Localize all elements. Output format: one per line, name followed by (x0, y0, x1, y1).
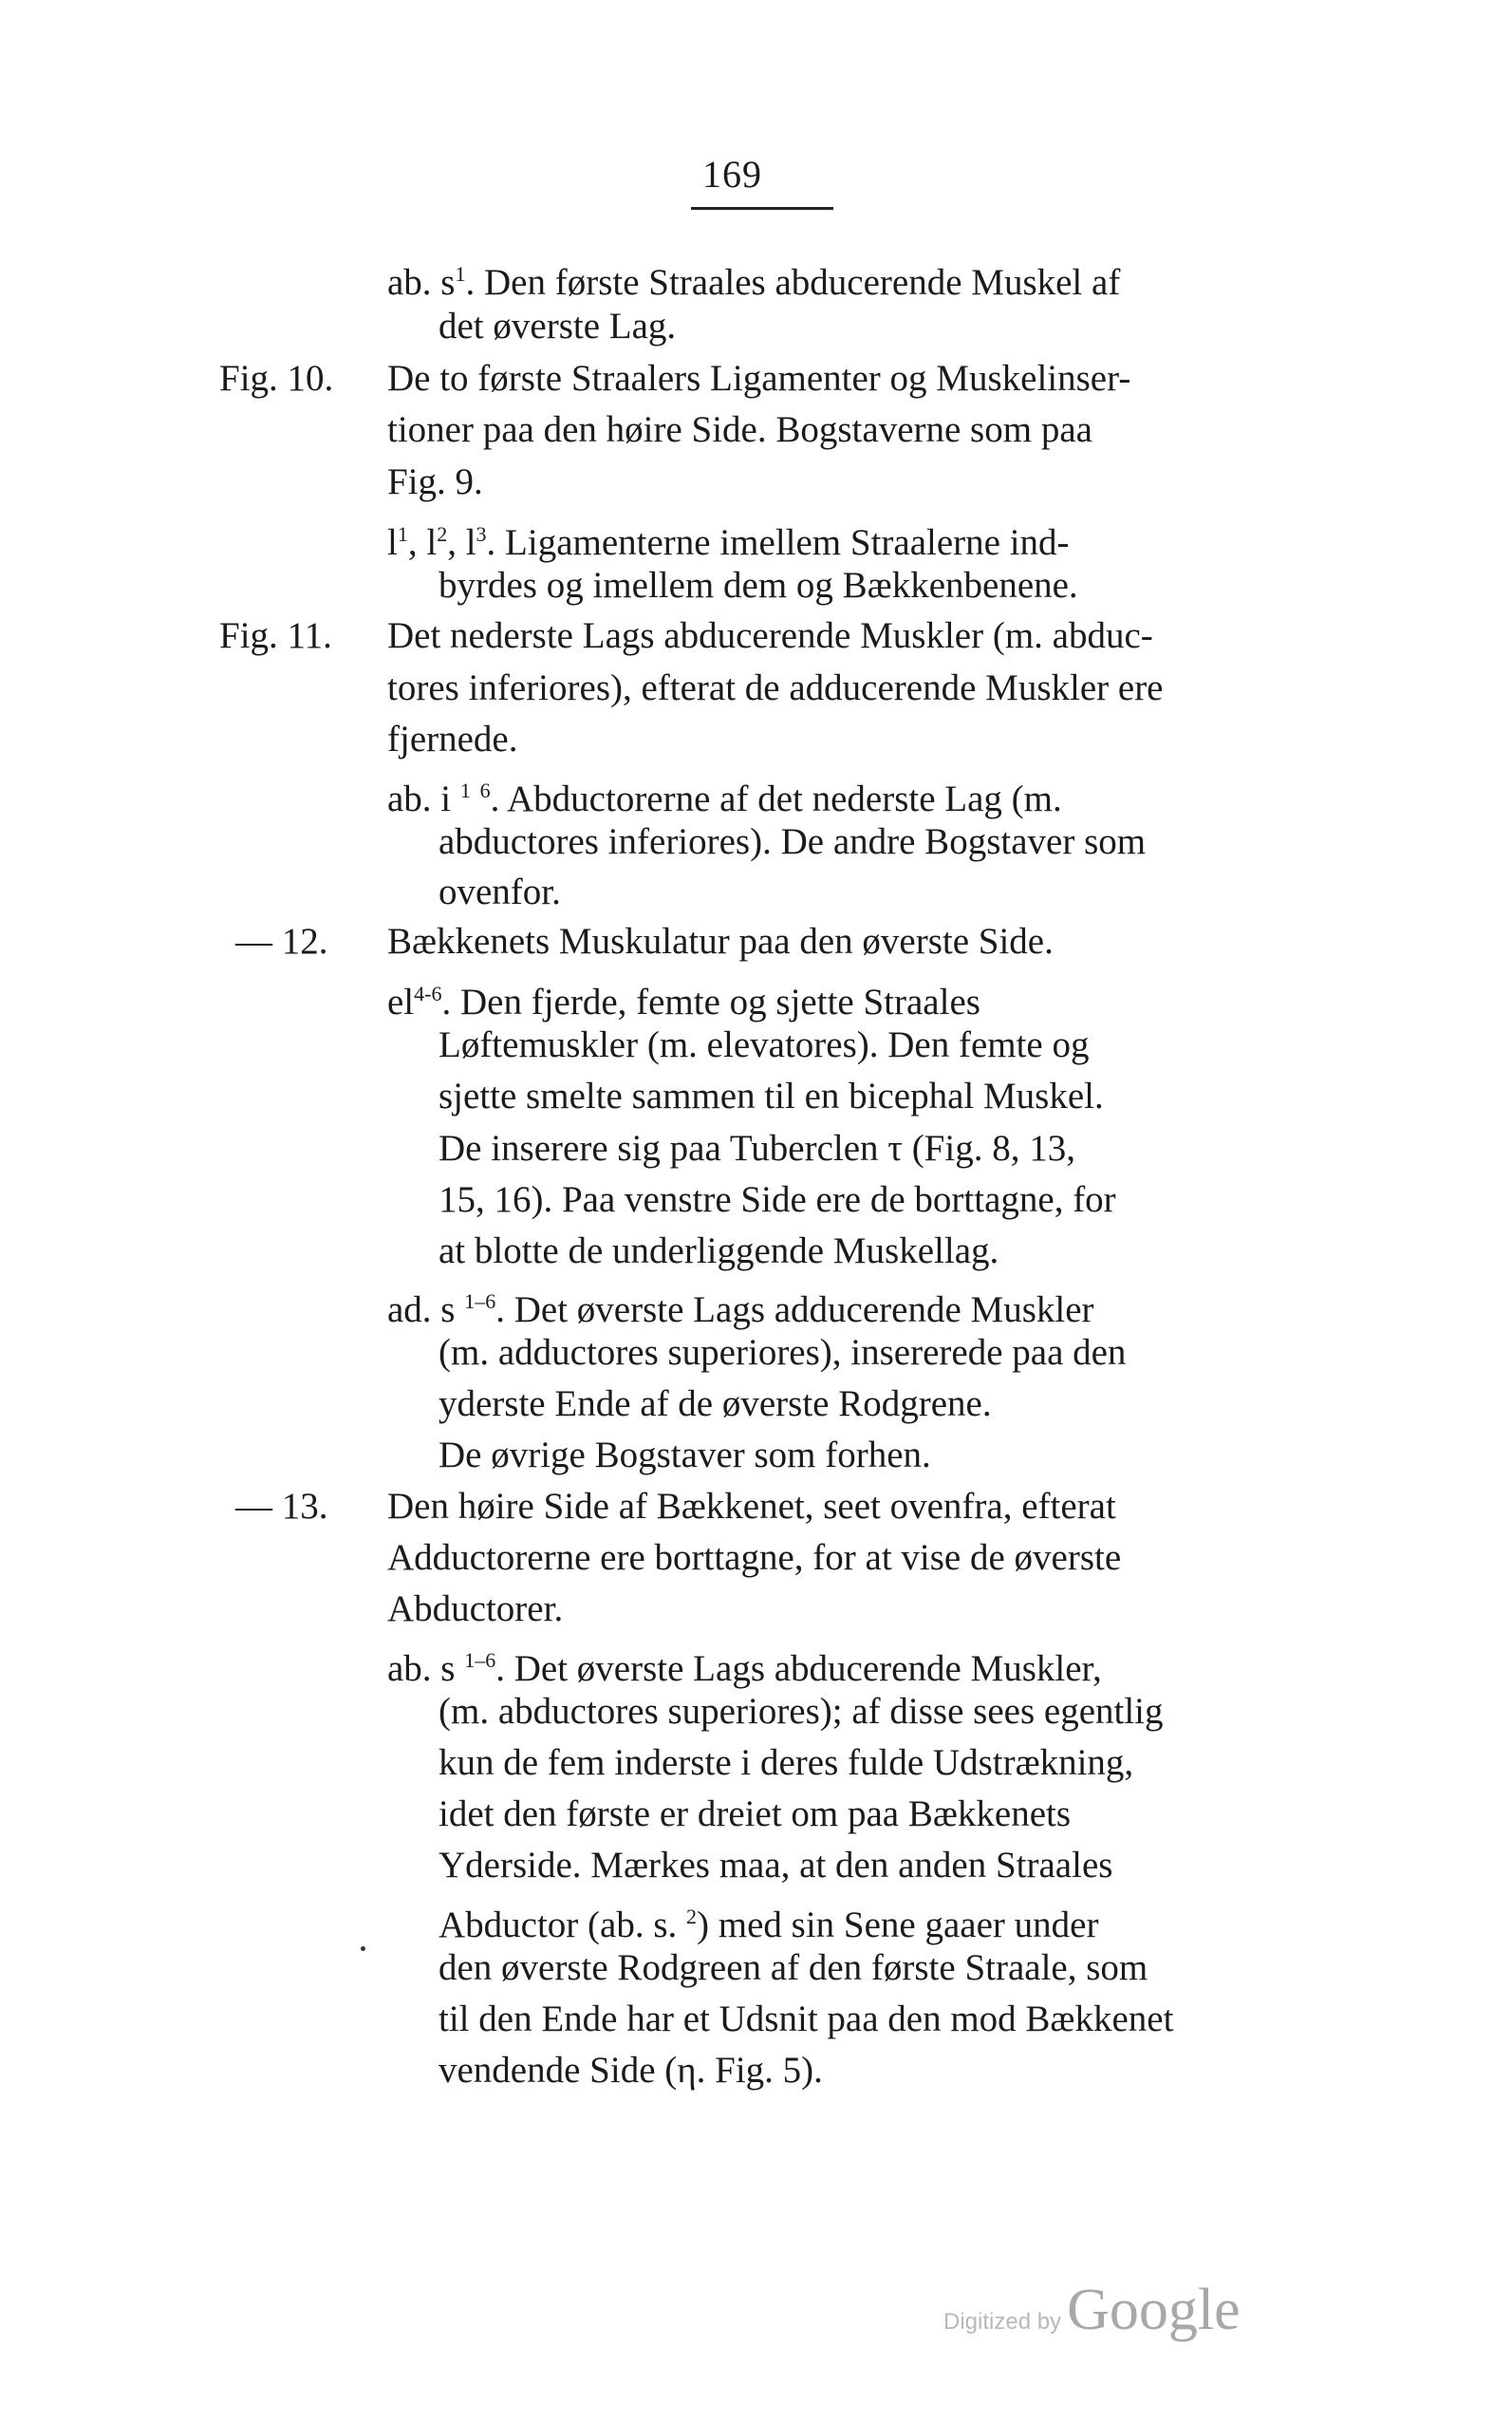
text-line: Det nederste Lags abducerende Muskler (m. abduc- (387, 615, 1153, 656)
page-number: 169 (702, 153, 762, 196)
google-logo: Google (1067, 2278, 1241, 2342)
text-line: Bækkenets Muskulatur paa den øverste Side. (387, 921, 1054, 962)
watermark-small-text: Digitized by (943, 2309, 1062, 2335)
text-line: $l^1$, $l^2$, $l^3$. Ligamenterne imellem Straalerne ind- (387, 522, 1070, 563)
text-line: ovenfor. (439, 872, 561, 912)
fig-10-label: Fig. 10. (219, 358, 334, 399)
text-line: De to første Straalers Ligamenter og Muskelinser- (387, 358, 1131, 399)
text-line: den øverste Rodgreen af den første Straale, som (439, 1947, 1148, 1988)
text-line: Fig. 9. (387, 461, 483, 502)
fig-13-label: — 13. (235, 1486, 328, 1527)
margin-mark (361, 1946, 365, 1951)
text-line: det øverste Lag. (439, 306, 677, 347)
text-line: 15, 16). Paa venstre Side ere de borttagne, for (439, 1179, 1116, 1220)
text-line: tores inferiores), efterat de adducerende Muskler ere (387, 667, 1164, 708)
text-line: til den Ende har et Udsnit paa den mod Bækkenet (439, 1999, 1174, 2039)
text-line: vendende Side (η. Fig. 5). (439, 2050, 823, 2091)
fig-12-label: — 12. (235, 921, 328, 962)
text-line: (m. adductores superiores), insererede paa den (439, 1332, 1127, 1373)
fig-11-label: Fig. 11. (219, 615, 332, 656)
text-line: Abductor (ab. s. $^2$) med sin Sene gaaer under (439, 1905, 1099, 1945)
text-line: De øvrige Bogstaver som forhen. (439, 1435, 931, 1475)
text-line: Yderside. Mærkes maa, at den anden Straales (439, 1845, 1113, 1886)
text-line: fjernede. (387, 719, 518, 760)
text-line: (m. abductores superiores); af disse sees egentlig (439, 1691, 1164, 1732)
text-line: byrdes og imellem dem og Bækkenbenene. (439, 565, 1078, 606)
text-line: idet den første er dreiet om paa Bækkenets (439, 1793, 1072, 1834)
text-line: sjette smelte sammen til en bicephal Muskel. (439, 1076, 1104, 1117)
text-line: Løftemuskler (m. elevatores). Den femte og (439, 1024, 1090, 1065)
text-line: tioner paa den høire Side. Bogstaverne som paa (387, 409, 1092, 450)
digitized-watermark (943, 2277, 1241, 2344)
text-line: ab. i $^1$ $^6$. Abductorerne af det nederste Lag (m. (387, 779, 1062, 819)
text-line: at blotte de underliggende Muskellag. (439, 1230, 999, 1271)
text-line: ad. s $^{1-6}$. Det øverste Lags adducerende Muskler (387, 1289, 1094, 1330)
text-line: $el^{4-6}$. Den fjerde, femte og sjette Straales (387, 982, 980, 1023)
text-line: ab. s $^{1-6}$. Det øverste Lags abducerende Muskler, (387, 1648, 1102, 1689)
text-line: abductores inferiores). De andre Bogstaver som (439, 821, 1147, 862)
text-line: Den høire Side af Bækkenet, seet ovenfra, efterat (387, 1486, 1116, 1527)
page-number-rule (691, 207, 833, 210)
text-line: Adductorerne ere borttagne, for at vise de øverste (387, 1537, 1122, 1578)
text-line: Abductorer. (387, 1588, 564, 1629)
text-line: kun de fem inderste i deres fulde Udstrækning, (439, 1742, 1134, 1783)
text-line: De inserere sig paa Tuberclen τ (Fig. 8, 13, (439, 1128, 1075, 1169)
text-line: ab. $s^1$. Den første Straales abducerende Muskel af (387, 262, 1121, 303)
text-line: yderste Ende af de øverste Rodgrene. (439, 1383, 992, 1424)
